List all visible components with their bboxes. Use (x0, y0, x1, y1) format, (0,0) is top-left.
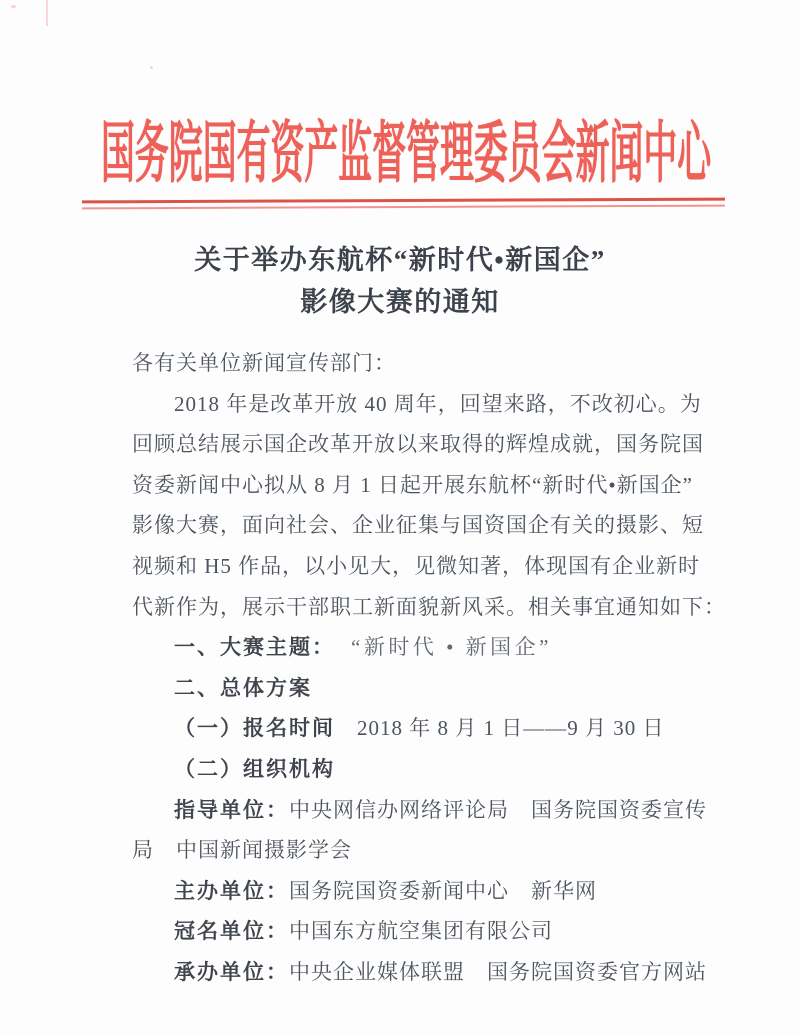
body-line (132, 512, 702, 553)
body-text-segment: 中央网信办网络评论局 国务院国资委宣传 (289, 797, 707, 822)
body-text-segment: 冠名单位： (174, 920, 289, 944)
scan-artifact (46, 0, 48, 26)
body-text-segment: 一、大赛主题： (174, 636, 335, 660)
body-line (132, 675, 702, 716)
scan-artifact (150, 66, 153, 69)
body-text-segment: （二）组织机构 (174, 757, 335, 781)
body-text-segment: 承办单位： (174, 960, 289, 984)
body-line (132, 553, 702, 594)
body-text-segment: 中央企业媒体联盟 国务院国资委官方网站 (289, 959, 707, 984)
document-title-line1: 关于举办东航杯“新时代•新国企” (194, 245, 606, 275)
body-text-segment: “新时代 • 新国企” (351, 635, 552, 660)
letterhead-divider (82, 198, 725, 210)
letterhead (101, 116, 721, 192)
body-line (132, 634, 702, 675)
body-text-segment: 代新作为，展示干部职工新面貌新风采。相关事宜通知如下： (132, 594, 726, 619)
body-line (132, 715, 702, 756)
body-text-segment: 回顾总结展示国企改革开放以来取得的辉煌成就，国务院国 (132, 432, 704, 457)
scan-artifact (11, 5, 16, 8)
body-line (132, 431, 702, 472)
body-text-segment: 视频和 H5 作品，以小见大，见微知著，体现国有企业新时 (132, 553, 701, 578)
body-text-segment: 主办单位： (174, 879, 289, 903)
body-line (132, 756, 702, 797)
body-text-segment: 国务院国资委新闻中心 新华网 (289, 878, 597, 903)
body-line (132, 472, 702, 513)
body-line (132, 391, 702, 432)
body-text-segment: 影像大赛，面向社会、企业征集与国资国企有关的摄影、短 (132, 513, 704, 538)
body-line (132, 797, 707, 838)
body-text-segment: 2018 年 8 月 1 日——9 月 30 日 (335, 716, 665, 741)
body-text-segment: （一）报名时间 (174, 717, 335, 741)
body-line (132, 350, 702, 391)
body-text-segment: 指导单位： (174, 798, 289, 822)
body-text-segment: 局 中国新闻摄影学会 (132, 838, 352, 863)
body-text-segment: 中国东方航空集团有限公司 (289, 919, 553, 944)
document-body (132, 350, 726, 1000)
divider-thick-rule (82, 198, 725, 204)
body-line (132, 918, 702, 959)
body-line (132, 959, 707, 1000)
document-title-line2: 影像大赛的通知 (300, 287, 500, 317)
body-line (132, 594, 726, 635)
divider-thin-rule (82, 205, 725, 210)
body-text-segment: 各有关单位新闻宣传部门： (132, 351, 396, 375)
body-text-segment: 二、总体方案 (174, 676, 312, 700)
body-line (132, 837, 702, 878)
body-text-segment: 资委新闻中心拟从 8 月 1 日起开展东航杯“新时代•新国企” (132, 472, 693, 497)
body-line (132, 878, 702, 919)
document-title (0, 239, 800, 323)
letterhead-org-name: 国务院国有资产监督管理委员会新闻中心 (101, 116, 712, 191)
body-text-segment: 2018 年是改革开放 40 周年，回望来路，不改初心。为 (174, 391, 702, 416)
